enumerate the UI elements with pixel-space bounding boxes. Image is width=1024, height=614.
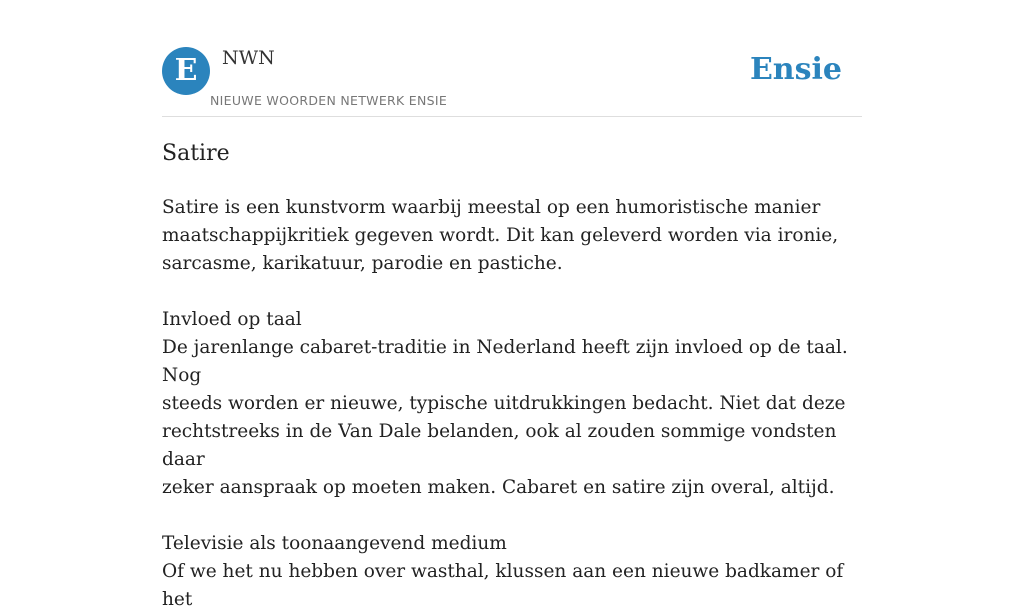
article-paragraph: Invloed op taal De jarenlange cabaret-traditie in Nederland heeft zijn invloed op de taal. Nog steeds worden er nieuwe, typische uitdrukkingen bedacht. Niet dat deze rechtstreeks in de Van Dale belanden, ook al zouden sommige vondsten daar zeker aanspraak op moeten maken. Cabaret en satire zijn overal, altijd. <box>162 309 848 498</box>
site-header <box>162 0 862 117</box>
article-paragraph: Televisie als toonaangevend medium Of we het nu hebben over wasthal, klussen aan een nieuwe badkamer of het <box>162 533 844 610</box>
article <box>162 138 862 614</box>
brand-logo[interactable]: Ensie <box>749 52 842 87</box>
ensie-logo-icon[interactable]: E <box>162 47 210 95</box>
site-full-name: NIEUWE WOORDEN NETWERK ENSIE <box>210 93 448 108</box>
article-paragraph: Satire is een kunstvorm waarbij meestal op een humoristische manier maatschappijkritiek gegeven wordt. Dit kan geleverd worden via ironie, sarcasme, karikatuur, parodie en pastiche. <box>162 197 839 274</box>
site-abbreviation[interactable]: NWN <box>222 47 275 69</box>
article-title: Satire <box>162 141 230 166</box>
